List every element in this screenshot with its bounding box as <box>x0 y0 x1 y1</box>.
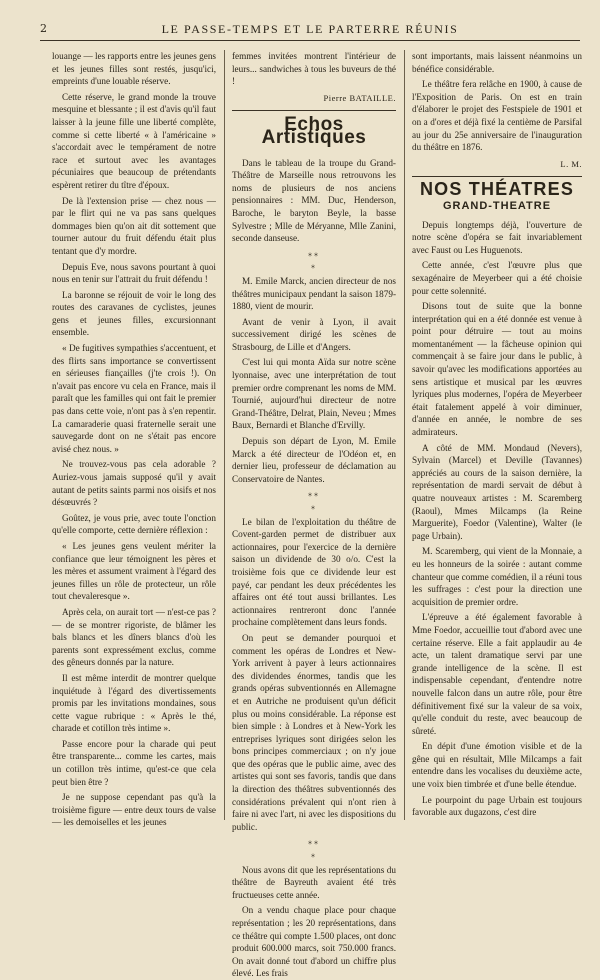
section-title: NOS THÉATRES <box>419 179 575 200</box>
journal-title: LE PASSE-TEMPS ET LE PARTERRE RÉUNIS <box>161 22 459 36</box>
column-rule <box>224 50 225 820</box>
paragraph: Disons tout de suite que la bonne interprétation qui en a été donnée est venue à point pour détruire — tout au moins momentanément — la fâcheuse opinion qui commençait à se faire jour dans le public, à savoir qu'avec les modifications apportées au sens artistique et musical par les œuvres lyriques plus modernes, l'opéra de Meyerbeer était fatalement appelé à voir diminuer, d'année en année, le nombre de ses admirateurs. <box>412 301 582 438</box>
paragraph: Depuis longtemps déjà, l'ouverture de notre scène d'opéra se fait invariablement avec Faust ou Les Huguenots. <box>412 219 582 255</box>
paragraph: Je ne suppose cependant pas qu'à la troisième figure — entre deux tours de valse — les demoiselles et les jeunes <box>52 792 216 828</box>
divider <box>412 176 582 177</box>
paragraph: Goûtez, je vous prie, avec toute l'onction qu'elle comporte, cette dernière réflexion : <box>52 512 216 536</box>
column-1 <box>52 50 216 830</box>
paragraph: Avant de venir à Lyon, il avait successivement dirigé les scènes de Strasbourg, de Lille et d'Angers. <box>232 316 396 352</box>
divider <box>232 110 396 111</box>
paragraph: Le bilan de l'exploitation du théâtre de Covent-garden permet de distribuer aux actionnaires, pour l'exercice de la dernière saison un dividende de 30 o/o. C'est la troisième fois que ce dividende leur est payé, car pendant les deux précédentes les affaires ont été tout aussi brillantes. Les actionnaires rentreront donc l'année prochaine complètement dans leurs fonds. <box>232 516 396 628</box>
paragraph: Le théâtre fera relâche en 1900, à cause de l'Exposition de Paris. On est en train d'élaborer le projet des Festspiele de 1901 et on a d'ores et déjà fixé la centième de Parsifal au jour du 25e anniversaire de l'inauguration du théâtre en 1876. <box>412 79 582 153</box>
page-header <box>40 22 580 41</box>
paragraph: De là l'extension prise — chez nous — par le flirt qui ne va pas sans quelques dommages bien qu'on ait dit sottement que tourner autour du fruit défendu était plus tentant que d'y mordre. <box>52 195 216 256</box>
paragraph: C'est lui qui monta Aïda sur notre scène lyonnaise, avec une interprétation de tout premier ordre comprenant les noms de MM. Tournié, aujourd'hui directeur de notre Grand-Théâtre, Delrat, Plain, Neveu ; Mmes Baux, Bernardi et Blanche d'Ervilly. <box>232 357 396 431</box>
asterism-icon: ⁎⁎ ⁎ <box>308 248 320 271</box>
column-rule <box>404 50 405 820</box>
section-subtitle: GRAND-THEATRE <box>442 199 552 212</box>
paragraph: Depuis Eve, nous savons pourtant à quoi nous en tenir sur l'attrait du fruit défendu ! <box>52 261 216 285</box>
paragraph: Passe encore pour la charade qui peut être transparente... comme les cartes, mais un cotillon très intime, qu'est-ce que cela peut bien être ? <box>52 738 216 787</box>
paragraph: On a vendu chaque place pour chaque représentation ; les 20 représentations, dans ce théâtre qui compte 1.500 places, ont donc produit 600.000 marcs, soit 750.000 francs. On avait donné tout d'abord un chiffre plus élevé. Les frais <box>232 905 396 979</box>
paragraph: « De fugitives sympathies s'accentuent, et des flirts sans importance se convertissent en sérieuses fiançailles (j'te crois !). On n'avait pas encore vu cela en France, mais il paraît que les familles qui ont fait le premier pas dans cette voie, n'ont pas à s'en repentir. La camaraderie quasi fraternelle serait une sauvegarde dont on ne s'était pas encore avisé chez nous. » <box>52 343 216 454</box>
paragraph: M. Emile Marck, ancien directeur de nos théâtres municipaux pendant la saison 1879-1880, vient de mourir. <box>232 275 396 312</box>
paragraph: Depuis son départ de Lyon, M. Emile Marck a été directeur de l'Odéon et, en dernier lieu, professeur de déclamation au Conservatoire de Nantes. <box>232 436 396 484</box>
paragraph: louange — les rapports entre les jeunes gens et les jeunes filles sont restés, jusqu'ici, empreints d'une louable réserve. <box>52 51 216 87</box>
paragraph: Nous avons dit que les représentations du théâtre de Bayreuth avaient été très fructueuses cette année. <box>232 864 396 900</box>
paragraph: Cette année, c'est l'œuvre plus que sexagénaire de Meyerbeer qui a été choisie pour cette solennité. <box>412 260 582 296</box>
column-3 <box>412 50 582 830</box>
paragraph: L'épreuve a été également favorable à Mme Foedor, accueillie tout d'abord avec une certaine réserve. Elle a fait applaudir au 4e acte, un talent dramatique servi par une grande intelligence de la scène. Il est indispensable cependant, d'entendre notre nouvelle falcon dans un autre rôle, pour être définitivement fixé sur la valeur de sa voix, qu'elle conduit du reste, avec beaucoup de sûreté. <box>412 612 582 736</box>
paragraph: Il est même interdit de montrer quelque inquiétude à l'égard des divertissements promis par les invitations mondaines, sous cette vague rubrique : « Après le thé, charade et cotillon très intime ». <box>52 672 216 734</box>
paragraph: Après cela, on aurait tort — n'est-ce pas ? — de se montrer rigoriste, de blâmer les bals blancs et les dîners blancs d'où les parents sont expressément exclus, comme des gêneurs donnés par la nature. <box>52 606 216 668</box>
author-signature: Pierre BATAILLE. <box>323 92 396 103</box>
paragraph: En dépit d'une émotion visible et de la gêne qui en résultait, Mlle Milcamps a fait entendre dans les vocalises du deuxième acte, une voix bien timbrée et d'une belle étendue. <box>412 741 582 790</box>
paragraph: On peut se demander pourquoi et comment les opéras de Londres et New-York arrivent à payer à leurs actionnaires des dividendes énormes, tandis que les grands opéras subventionnés en Allemagne et en Autriche ne produisent qu'un déficit plus ou moins considérable. La réponse est bien simple : à Londres et à New-York les entreprises lyriques sont dirigées selon les bons principes commerciaux ; on n'y joue que des opéras que le public aime, avec des artistes qui sont ses favoris, tandis que dans la direction des théâtres subventionnés des considérations prévalent qui n'ont rien à faire ni avec l'art, ni avec les dispositions du public. <box>232 632 396 832</box>
paragraph: Cette réserve, le grand monde la trouve mesquine et blessante ; il est d'avis qu'il faut laisser à la jeune fille une liberté complète, comme si cette liberté « à l'américaine » s'accordait avec le tempérament de notre race et surtout avec les avantages pécuniaires que beaucoup de prétendants espèrent retirer du tître d'époux. <box>52 91 216 190</box>
section-title: Echos Artistiques <box>261 114 367 148</box>
asterism-icon: ⁎⁎ ⁎ <box>308 489 320 511</box>
paragraph: femmes invitées montrent l'intérieur de leurs... sandwiches à tous les buveurs de thé ! <box>232 51 396 87</box>
paragraph: A côté de MM. Mondaud (Nevers), Sylvain (Marcel) et Deville (Tavannes) appréciés au cours de la saison dernière, la représentation de mardi servait de début à quatre nouveaux artistes : M. Scaremberg (Raoul), Mmes Milcamps (la Reine Marguerite), Foedor (Valentine), Walter (le page Urbain). <box>412 442 582 541</box>
paragraph: Ne trouvez-vous pas cela adorable ? Auriez-vous jamais supposé qu'il y avait autant de petits saints parmi nos oisifs et nos désœuvrés ? <box>52 459 216 508</box>
page-number: 2 <box>40 22 47 35</box>
column-2 <box>232 50 396 979</box>
paragraph: Le pourpoint du page Urbain est toujours favorable aux dugazons, c'est dire <box>412 794 582 818</box>
paragraph: Dans le tableau de la troupe du Grand-Théâtre de Marseille nous retrouvons les noms de plusieurs de nos anciens pensionnaires : MM. Duc, Henderson, Baroche, le baryton Beyle, la basse Sylvestre ; Mlle de Méryanne, Mlle Zanini, seconde danseuse. <box>232 157 396 244</box>
paragraph: La baronne se réjouit de voir le long des routes des caravanes de cyclistes, jeunes gens et jeunes filles, excursionnant ensemble. <box>52 289 216 338</box>
asterism-icon: ⁎⁎ ⁎ <box>308 837 320 860</box>
paragraph: sont importants, mais laissent néanmoins un bénéfice considérable. <box>412 51 582 74</box>
author-signature: L. M. <box>560 158 582 169</box>
paragraph: « Les jeunes gens veulent mériter la confiance que leur témoignent les pères et les mères et assument vraiment à l'égard des jeunes filles un rôle de protecteur, un rôle tout chevaleresque ». <box>52 540 216 602</box>
paragraph: M. Scaremberg, qui vient de la Monnaie, a eu les honneurs de la soirée : autant comme chanteur que comme comédien, il a réuni tous les suffrages : c'est pour la direction une acquisition de premier ordre. <box>412 546 582 607</box>
